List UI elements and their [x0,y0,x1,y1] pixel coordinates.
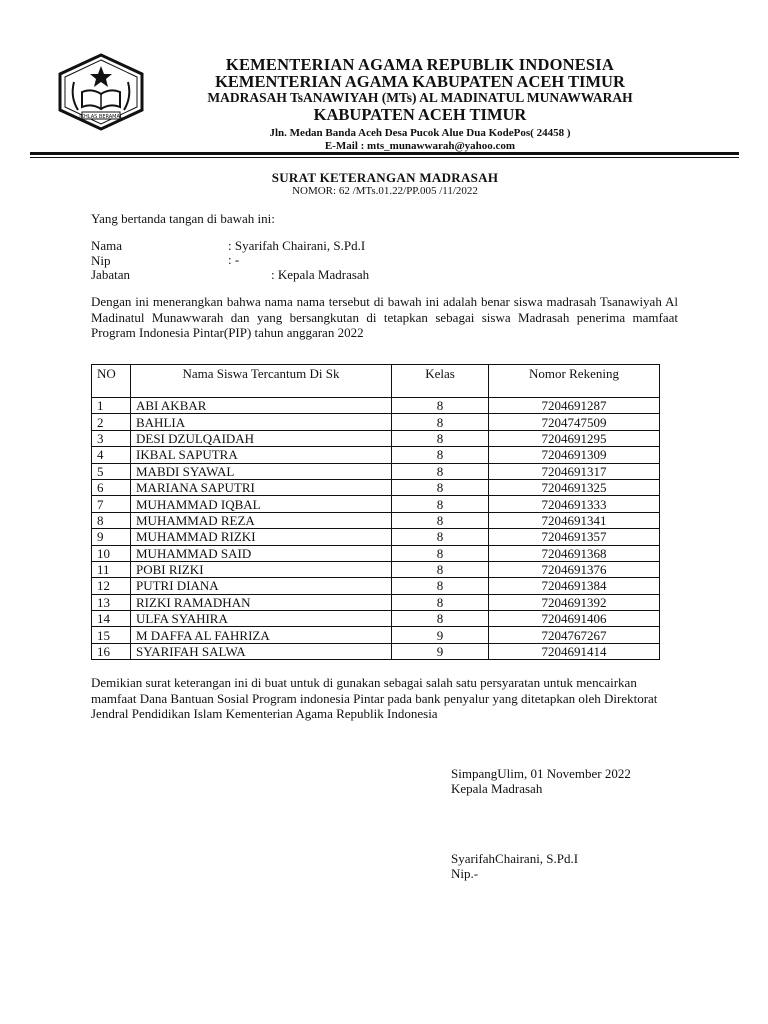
cell-kelas: 8 [392,512,489,528]
cell-rekening: 7204691309 [489,447,660,463]
field-label-nip: Nip [91,253,111,268]
cell-kelas: 9 [392,643,489,659]
cell-no: 3 [92,430,131,446]
table-row [92,594,660,610]
table-row [92,414,660,430]
cell-rekening: 7204691414 [489,643,660,659]
ministry-logo-icon [52,52,150,132]
cell-nama: PUTRI DIANA [131,578,392,594]
table-row [92,561,660,577]
cell-rekening: 7204691341 [489,512,660,528]
cell-nama: MUHAMMAD REZA [131,512,392,528]
cell-nama: POBI RIZKI [131,561,392,577]
cell-kelas: 8 [392,561,489,577]
letterhead-email: E-Mail : mts_munawwarah@yahoo.com [324,140,516,152]
letterhead-address: Jln. Medan Banda Aceh Desa Pucok Alue Dua KodePos( 24458 ) [269,127,571,139]
cell-nama: MABDI SYAWAL [131,463,392,479]
paragraph-closing: Demikian surat keterangan ini di buat untuk di gunakan sebagai salah satu persyaratan untuk mencairkan mamfaat Dana Bantuan Sosial Program indonesia Pintar pada bank penyalur yang ditetapkan oleh Direktorat Jendral Pendidikan Islam Kementerian Agama Republik Indonesia [91,675,658,721]
cell-kelas: 8 [392,414,489,430]
table-row [92,545,660,561]
cell-nama: MUHAMMAD IQBAL [131,496,392,512]
cell-no: 8 [92,512,131,528]
table-row [92,430,660,446]
cell-rekening: 7204691325 [489,479,660,495]
cell-kelas: 8 [392,529,489,545]
cell-no: 15 [92,627,131,643]
cell-rekening: 7204691392 [489,594,660,610]
table-body [92,398,660,660]
cell-kelas: 8 [392,594,489,610]
cell-no: 5 [92,463,131,479]
signature-name: SyarifahChairani, S.Pd.I [451,851,579,866]
student-table [91,364,660,660]
cell-rekening: 7204691368 [489,545,660,561]
cell-no: 7 [92,496,131,512]
table-header-row [92,365,660,398]
cell-no: 6 [92,479,131,495]
table-row [92,578,660,594]
cell-no: 11 [92,561,131,577]
field-value-nip: : - [228,252,240,267]
cell-nama: IKBAL SAPUTRA [131,447,392,463]
cell-no: 12 [92,578,131,594]
table-row [92,512,660,528]
cell-rekening: 7204747509 [489,414,660,430]
cell-nama: MUHAMMAD RIZKI [131,529,392,545]
cell-nama: BAHLIA [131,414,392,430]
cell-rekening: 7204691295 [489,430,660,446]
cell-no: 13 [92,594,131,610]
header-divider-thick [30,152,739,155]
cell-nama: M DAFFA AL FAHRIZA [131,627,392,643]
field-label-jabatan: Jabatan [91,267,130,282]
col-header-rekening: Nomor Rekening [489,365,660,398]
cell-kelas: 9 [392,627,489,643]
cell-rekening: 7204691317 [489,463,660,479]
cell-rekening: 7204767267 [489,627,660,643]
cell-nama: RIZKI RAMADHAN [131,594,392,610]
logo-motto: IKHLAS BERAMAL [79,114,123,120]
signature-place-date: SimpangUlim, 01 November 2022 [451,766,631,781]
letter-title: SURAT KETERANGAN MADRASAH [271,170,499,185]
cell-nama: MUHAMMAD SAID [131,545,392,561]
field-label-nama: Nama [91,238,123,253]
cell-kelas: 8 [392,611,489,627]
table-row [92,496,660,512]
table-row [92,627,660,643]
table-row [92,463,660,479]
table-row [92,643,660,659]
cell-kelas: 8 [392,447,489,463]
cell-no: 14 [92,611,131,627]
col-header-no: NO [92,365,131,398]
table-row [92,529,660,545]
cell-rekening: 7204691384 [489,578,660,594]
cell-no: 1 [92,398,131,414]
table-row [92,479,660,495]
cell-rekening: 7204691333 [489,496,660,512]
cell-nama: ULFA SYAHIRA [131,611,392,627]
cell-rekening: 7204691376 [489,561,660,577]
cell-no: 16 [92,643,131,659]
cell-rekening: 7204691287 [489,398,660,414]
col-header-kelas: Kelas [392,365,489,398]
field-value-nama: : Syarifah Chairani, S.Pd.I [228,238,366,253]
cell-no: 2 [92,414,131,430]
cell-kelas: 8 [392,430,489,446]
signature-position: Kepala Madrasah [451,781,543,796]
cell-kelas: 8 [392,545,489,561]
header-divider-thin [30,157,739,158]
col-header-nama: Nama Siswa Tercantum Di Sk [131,365,392,398]
cell-no: 10 [92,545,131,561]
letterhead [160,56,680,153]
letter-title-block [160,170,610,198]
cell-rekening: 7204691406 [489,611,660,627]
cell-kelas: 8 [392,463,489,479]
cell-nama: SYARIFAH SALWA [131,643,392,659]
intro-text: Yang bertanda tangan di bawah ini: [91,211,275,226]
table-row [92,611,660,627]
cell-no: 4 [92,447,131,463]
field-value-jabatan: : Kepala Madrasah [271,267,370,282]
letterhead-line1: KEMENTERIAN AGAMA REPUBLIK INDONESIA [225,55,615,74]
cell-kelas: 8 [392,578,489,594]
cell-no: 9 [92,529,131,545]
table-row [92,447,660,463]
cell-kelas: 8 [392,398,489,414]
table-row [92,398,660,414]
letterhead-line2: KEMENTERIAN AGAMA KABUPATEN ACEH TIMUR [215,72,625,91]
letterhead-line4: KABUPATEN ACEH TIMUR [313,105,527,124]
cell-kelas: 8 [392,496,489,512]
cell-nama: MARIANA SAPUTRI [131,479,392,495]
letterhead-line3: MADRASAH TsANAWIYAH (MTs) AL MADINATUL MUNAWWARAH [207,90,633,105]
cell-nama: DESI DZULQAIDAH [131,430,392,446]
signature-nip: Nip.- [451,866,479,881]
cell-kelas: 8 [392,479,489,495]
cell-rekening: 7204691357 [489,529,660,545]
paragraph-statement: Dengan ini menerangkan bahwa nama nama tersebut di bawah ini adalah benar siswa madrasah Tsanawiyah Al Madinatul Munawwarah dan yang bersangkutan di tetapkan sebagai siswa Madrasah penerima mamfaat Program Indonesia Pintar(PIP) tahun anggaran 2022 [91,294,678,340]
cell-nama: ABI AKBAR [131,398,392,414]
letter-number: NOMOR: 62 /MTs.01.22/PP.005 /11/2022 [292,185,478,197]
